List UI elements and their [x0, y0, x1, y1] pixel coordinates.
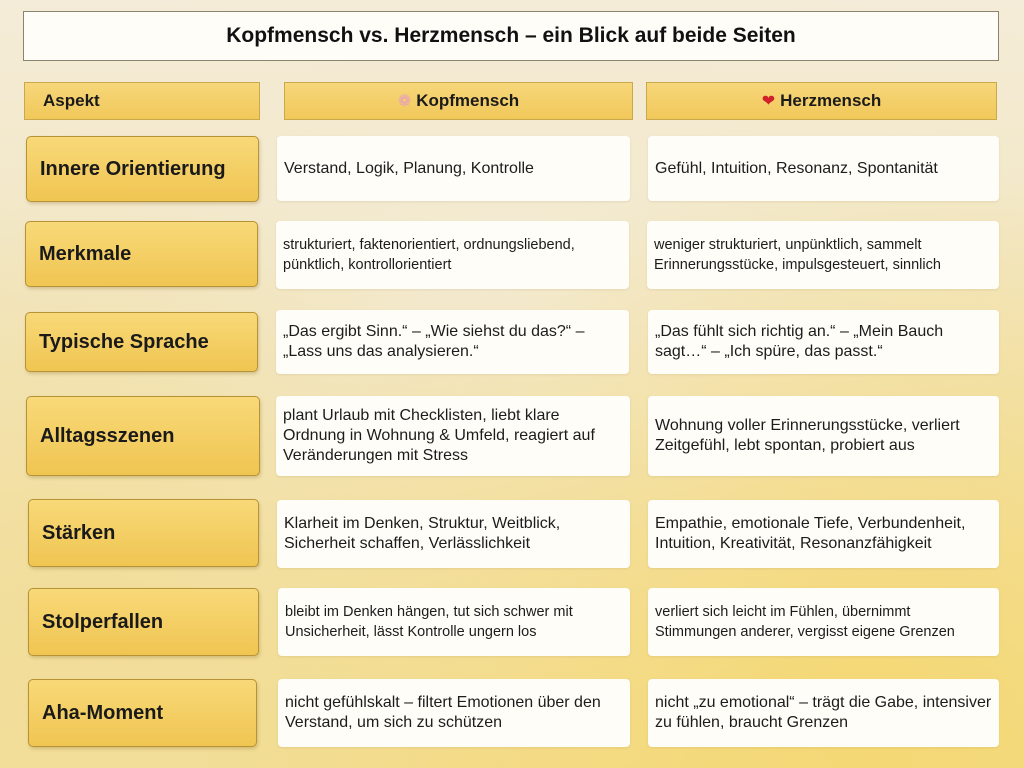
aspect-cell: Aha-Moment	[28, 679, 257, 747]
kopfmensch-cell: strukturiert, faktenorientiert, ordnungsliebend, pünktlich, kontrollorientiert	[276, 221, 629, 289]
heart-icon: ❤	[761, 93, 776, 110]
herzmensch-cell: Wohnung voller Erinnerungsstücke, verliert Zeitgefühl, lebt spontan, probiert aus	[648, 396, 999, 476]
header-aspekt	[24, 82, 260, 120]
aspect-cell: Stärken	[28, 499, 259, 567]
kopfmensch-cell: nicht gefühlskalt – filtert Emotionen über den Verstand, um sich zu schützen	[278, 679, 630, 747]
herzmensch-cell: Gefühl, Intuition, Resonanz, Spontanität	[648, 136, 999, 201]
aspect-cell: Typische Sprache	[25, 312, 258, 372]
kopfmensch-cell: „Das ergibt Sinn.“ – „Wie siehst du das?“ – „Lass uns das analysieren.“	[276, 310, 629, 374]
herzmensch-cell: nicht „zu emotional“ – trägt die Gabe, intensiver zu fühlen, braucht Grenzen	[648, 679, 999, 747]
aspect-cell: Merkmale	[25, 221, 258, 287]
herzmensch-cell: Empathie, emotionale Tiefe, Verbundenheit, Intuition, Kreativität, Resonanzfähigkeit	[648, 500, 999, 568]
kopfmensch-cell: bleibt im Denken hängen, tut sich schwer mit Unsicherheit, lässt Kontrolle ungern los	[278, 588, 630, 656]
herzmensch-cell: verliert sich leicht im Fühlen, übernimmt Stimmungen anderer, vergisst eigene Grenzen	[648, 588, 999, 656]
header-herzmensch-label: Herzmensch	[780, 91, 882, 110]
kopfmensch-cell: plant Urlaub mit Checklisten, liebt klare Ordnung in Wohnung & Umfeld, reagiert auf Veränderungen mit Stress	[276, 396, 630, 476]
aspect-cell: Innere Orientierung	[26, 136, 259, 202]
aspect-cell: Stolperfallen	[28, 588, 259, 656]
aspect-cell: Alltagsszenen	[26, 396, 260, 476]
header-aspekt-label: Aspekt	[43, 91, 100, 110]
header-herzmensch	[646, 82, 997, 120]
page-title: Kopfmensch vs. Herzmensch – ein Blick auf beide Seiten	[23, 11, 999, 61]
brain-icon: ❁	[397, 93, 412, 110]
kopfmensch-cell: Klarheit im Denken, Struktur, Weitblick, Sicherheit schaffen, Verlässlichkeit	[277, 500, 630, 568]
herzmensch-cell: weniger strukturiert, unpünktlich, sammelt Erinnerungsstücke, impulsgesteuert, sinnlich	[647, 221, 999, 289]
header-kopfmensch	[284, 82, 633, 120]
herzmensch-cell: „Das fühlt sich richtig an.“ – „Mein Bauch sagt…“ – „Ich spüre, das passt.“	[648, 310, 999, 374]
kopfmensch-cell: Verstand, Logik, Planung, Kontrolle	[277, 136, 630, 201]
header-kopfmensch-label: Kopfmensch	[416, 91, 520, 110]
